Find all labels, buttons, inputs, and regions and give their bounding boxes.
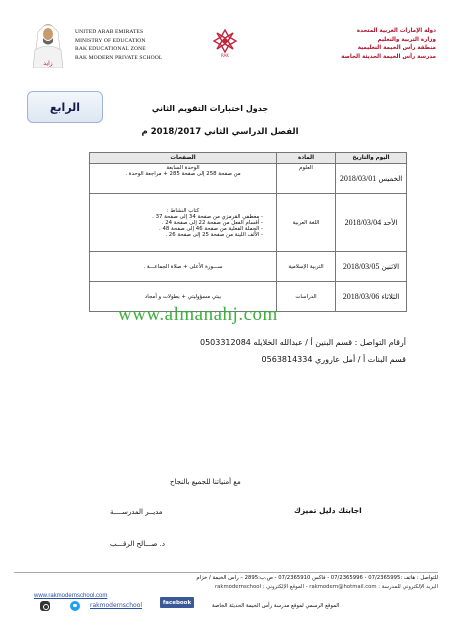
pages-line: من صفحة 258 إلى صفحة 285 + مراجعة الوحدة . [125, 171, 241, 177]
page-title: جدول اختبارات التقويم الثاني [151, 104, 269, 113]
pages-cell [90, 252, 277, 282]
table-row [90, 194, 407, 252]
pages-cell [90, 164, 277, 194]
pages-line: بيتي مسؤوليتي + بطولات و أمجاد [144, 293, 222, 300]
motto-text: اجابتك دليل تميزك [294, 506, 362, 515]
date-cell [336, 282, 407, 312]
svg-text:RAK: RAK [221, 53, 229, 58]
subject-cell: التربية الإسلامية [277, 252, 336, 282]
pages-list [93, 214, 273, 238]
footer-divider [14, 572, 438, 573]
header-arabic-block [341, 27, 436, 61]
svg-text:زايد: زايد [43, 60, 53, 67]
date-value: 2018/03/06 [342, 292, 380, 301]
principal-title: مديــر المدرســــة [110, 508, 163, 516]
column-header-pages: الصفحات [90, 153, 277, 164]
subject-cell: العلوم [277, 164, 336, 194]
day-name: الخميس [378, 175, 403, 183]
facebook-button[interactable]: facebook [160, 597, 194, 608]
header-en-line: RAK EDUCATIONAL ZONE [75, 46, 146, 53]
subject-cell: الدراسات [277, 282, 336, 312]
list-item: - معطفي القرمزي من صفحة 34 إلى صفحة 37 . [93, 214, 263, 220]
day-name: الثلاثاء [381, 293, 400, 301]
header-en-line: MINISTRY OF EDUCATION [75, 37, 146, 44]
contact-line-boys: أرقام التواصل : قسم البنين أ / عبدالله الخلايله 0503312084 [199, 338, 406, 347]
watermark-link[interactable]: www.almanahj.com [118, 304, 278, 325]
header-en-line: RAK MODERN PRIVATE SCHOOL [75, 54, 163, 61]
social-handle-link[interactable]: rakmodernschool [90, 602, 143, 609]
date-value: 2018/03/05 [342, 262, 380, 271]
grade-label: الرابع [49, 100, 81, 114]
sheikh-portrait-icon [33, 20, 63, 68]
contact-line-girls: قسم البنات أ / أمل عاروري 0563814334 [261, 355, 406, 364]
pages-cell [90, 194, 277, 252]
wish-text: مع أمنياتنا للجميع بالنجاح [170, 478, 241, 486]
date-value: 2018/03/04 [344, 218, 382, 227]
footer-official-text: الموقع الرسمي لموقع مدرسة رأس الخيمة الحديثة الخاصة [212, 603, 340, 609]
pages-line: كتاب النشاط : [166, 207, 200, 214]
footer-email-line: البريد الإلكتروني للمدرسة : rakmodern@hotmail.com - الموقع الإلكتروني : rakmodernschool [214, 584, 438, 590]
pages-line: ســـورة الأعلى + صلاة الجماعـــة . [143, 263, 223, 270]
footer-contact-line: للتواصل : هاتف :07/2365995 - 07/2365996 - فاكس 07/2365910 - ص.ب:2895 – رأس الخيمة / خزام [196, 575, 438, 581]
date-cell [336, 164, 407, 194]
header-english-block [75, 28, 162, 62]
header-ar-line: منطقة رأس الخيمة التعليمية [357, 45, 436, 52]
day-name: الأحد [383, 219, 398, 227]
pages-line: الوحدة السابعة [166, 165, 200, 171]
semester-title: الفصل الدراسي الثاني 2018/2017 م [141, 127, 299, 137]
table-row [90, 164, 407, 194]
column-header-subject: المادة [277, 153, 336, 164]
table-row [90, 252, 407, 282]
exam-schedule-table [89, 152, 407, 312]
column-header-date: اليوم والتاريخ [336, 153, 407, 164]
school-flower-logo-icon [212, 28, 238, 58]
twitter-icon[interactable] [70, 601, 80, 611]
website-link[interactable]: www.rakmodernschool.com [34, 593, 108, 599]
header-ar-line: دولة الإمارات العربية المتحدة [356, 28, 436, 34]
list-item: - الجملة الفعلية من صفحة 46 إلى صفحة 48 . [93, 226, 263, 232]
header-ar-line: مدرسة رأس الخيمة الحديثة الخاصة [341, 53, 436, 60]
table-header-row [90, 153, 407, 164]
list-item: - الألف اللينة من صفحة 25 إلى صفحة 26 . [93, 232, 263, 238]
list-item: - أقسام الفعل من صفحة 22 إلى صفحة 24 . [93, 220, 263, 226]
principal-name: د. صـــالح الرقـــب [110, 540, 165, 548]
subject-cell: اللغة العربية [277, 194, 336, 252]
header-ar-line: وزارة التربية والتعليم [377, 36, 436, 43]
date-value: 2018/03/01 [339, 174, 377, 183]
date-cell [336, 194, 407, 252]
day-name: الاثنين [381, 263, 400, 271]
instagram-icon[interactable] [40, 601, 50, 611]
date-cell [336, 252, 407, 282]
header-en-line: UNITED ARAB EMIRATES [75, 29, 144, 35]
grade-badge [27, 91, 103, 123]
